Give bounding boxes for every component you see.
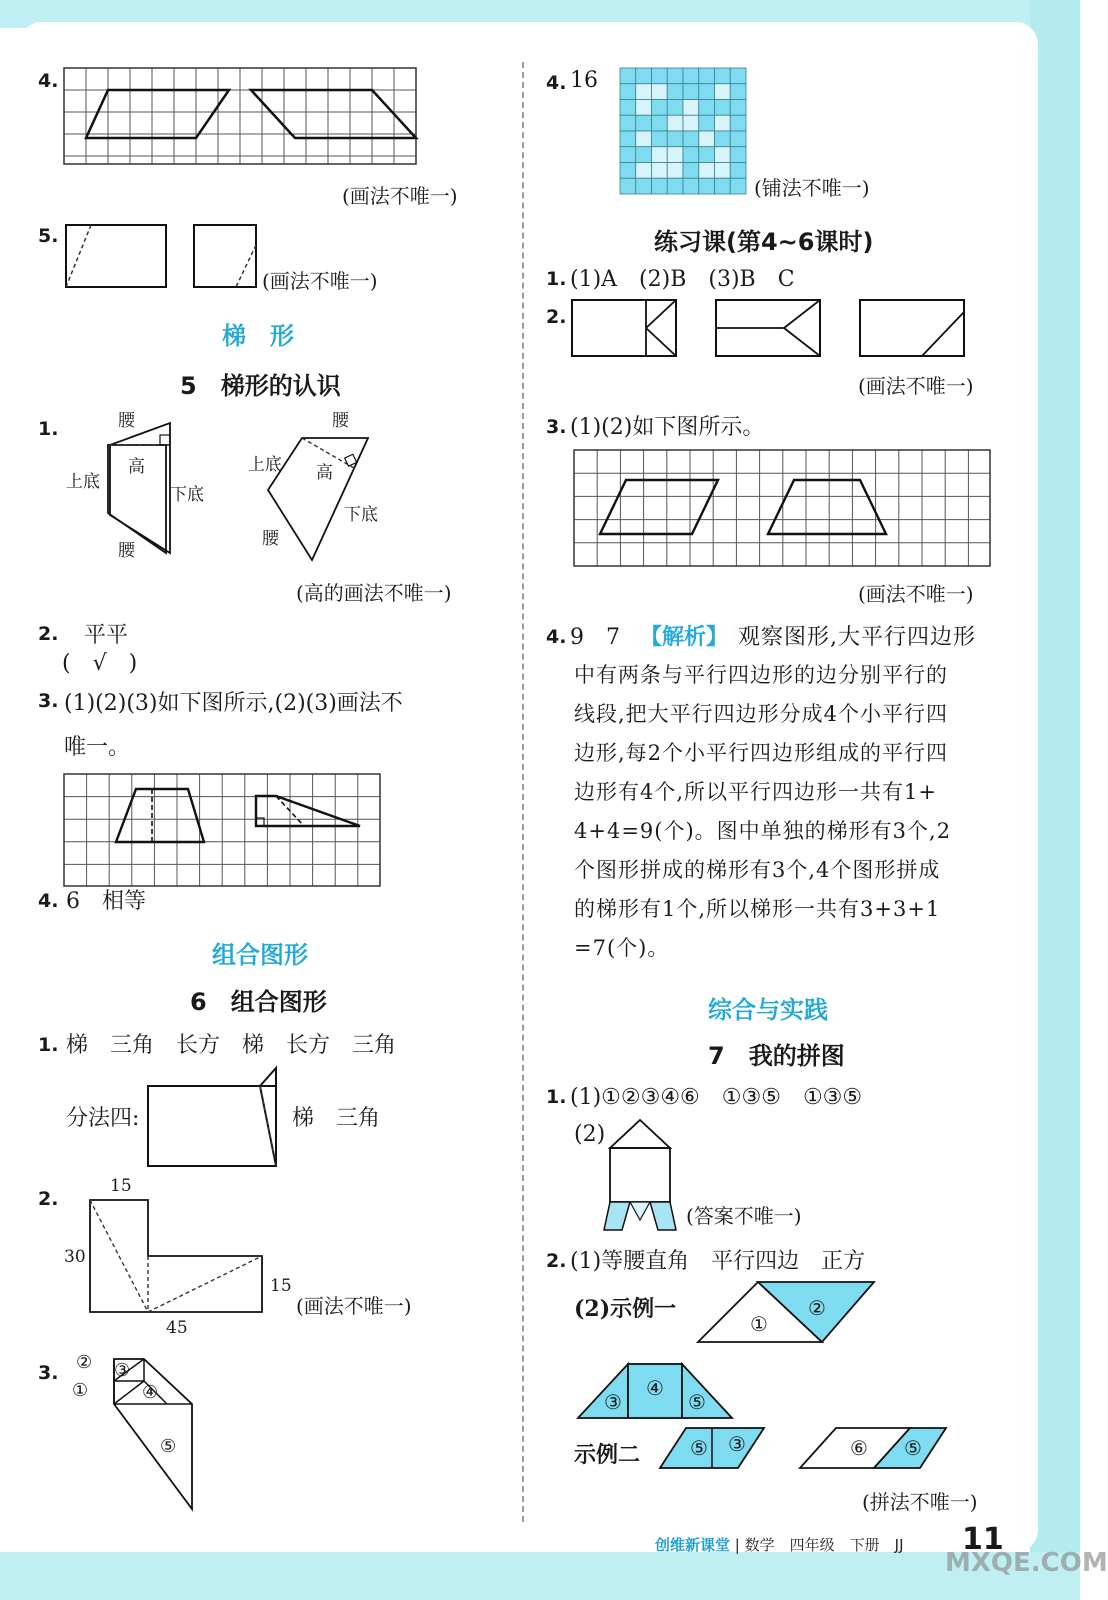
tile bbox=[652, 178, 668, 194]
tile bbox=[620, 100, 636, 116]
label-leg: 腰 bbox=[118, 411, 135, 431]
analysis-line: =7(个)。 bbox=[574, 936, 670, 960]
tile bbox=[652, 147, 668, 163]
note: (画法不唯一) bbox=[858, 582, 974, 606]
tile bbox=[699, 163, 715, 179]
question-number: 1. bbox=[38, 1034, 59, 1056]
analysis-line: 中有两条与平行四边形的边分别平行的 bbox=[574, 663, 948, 687]
note: (高的画法不唯一) bbox=[296, 581, 452, 605]
answer: 16 bbox=[570, 68, 598, 93]
tile bbox=[715, 100, 731, 116]
grid-parallelogram-trapezoid bbox=[574, 450, 994, 568]
dimension: 45 bbox=[166, 1318, 188, 1338]
tile bbox=[730, 100, 746, 116]
label-bottom-base: 下底 bbox=[170, 485, 204, 505]
tile bbox=[636, 68, 652, 84]
label-height: 高 bbox=[128, 457, 145, 477]
answer: 9 7 bbox=[570, 625, 620, 650]
grid-parallelograms bbox=[64, 68, 424, 164]
tile bbox=[667, 115, 683, 131]
tile bbox=[636, 100, 652, 116]
tile bbox=[730, 84, 746, 100]
note: (画法不唯一) bbox=[262, 269, 378, 293]
tile bbox=[730, 147, 746, 163]
tile bbox=[636, 147, 652, 163]
tile bbox=[730, 68, 746, 84]
lesson-title: 5 梯形的认识 bbox=[180, 372, 341, 400]
example1-top bbox=[698, 1282, 878, 1344]
label-leg: 腰 bbox=[262, 529, 279, 549]
note: (画法不唯一) bbox=[342, 184, 458, 208]
tile bbox=[683, 115, 699, 131]
question-number: 1. bbox=[38, 418, 59, 440]
footer bbox=[655, 1534, 904, 1555]
answer: 梯 三角 bbox=[292, 1106, 381, 1131]
piece-label: ③ bbox=[604, 1390, 622, 1414]
tile bbox=[715, 68, 731, 84]
question-number: 4. bbox=[546, 626, 567, 648]
divided-rectangles bbox=[572, 300, 972, 360]
tile bbox=[667, 100, 683, 116]
piece-label: ③ bbox=[728, 1432, 746, 1456]
analysis-line: 的梯形有1个,所以梯形一共有3+3+1 bbox=[574, 897, 941, 921]
tile bbox=[620, 131, 636, 147]
tangram-figure bbox=[92, 1344, 202, 1509]
column-divider bbox=[522, 62, 524, 1522]
note: (答案不唯一) bbox=[686, 1204, 802, 1228]
question-number: 1. bbox=[546, 268, 567, 290]
tile bbox=[699, 115, 715, 131]
method-label: 分法四: bbox=[66, 1106, 140, 1131]
tile bbox=[683, 131, 699, 147]
analysis-line: 个图形拼成的梯形有3个,4个图形拼成 bbox=[574, 858, 941, 882]
question-number: 2. bbox=[546, 1250, 567, 1272]
tile bbox=[683, 147, 699, 163]
section-title: 组合图形 bbox=[212, 941, 308, 969]
bottom-border bbox=[0, 1552, 1080, 1600]
tile bbox=[620, 178, 636, 194]
piece-label: ② bbox=[808, 1296, 826, 1320]
tile bbox=[683, 100, 699, 116]
tile bbox=[667, 84, 683, 100]
question-number: 1. bbox=[546, 1086, 567, 1108]
tile bbox=[620, 163, 636, 179]
tile bbox=[652, 68, 668, 84]
grid-trapezoids bbox=[64, 774, 384, 886]
tile bbox=[715, 147, 731, 163]
question-number: 2. bbox=[38, 623, 59, 645]
piece-label: ⑤ bbox=[688, 1390, 706, 1414]
analysis-text: 观察图形,大平行四边形 bbox=[738, 625, 976, 650]
tile bbox=[715, 163, 731, 179]
note: (画法不唯一) bbox=[296, 1294, 412, 1318]
analysis-line: 线段,把大平行四边形分成4个小平行四 bbox=[574, 702, 949, 726]
dimension: 30 bbox=[64, 1247, 86, 1267]
brand-name: 创维新课堂 bbox=[655, 1536, 731, 1554]
trapezoid-b-shape bbox=[260, 420, 390, 560]
sub-question: (2) bbox=[574, 1122, 606, 1147]
lesson-title: 练习课(第4~6课时) bbox=[654, 228, 874, 256]
note: (画法不唯一) bbox=[858, 374, 974, 398]
note: (拼法不唯一) bbox=[862, 1490, 978, 1514]
tile bbox=[683, 68, 699, 84]
example2-right bbox=[800, 1428, 960, 1470]
tile bbox=[636, 178, 652, 194]
piece-label: ④ bbox=[142, 1382, 159, 1403]
watermark: MXQE.COM bbox=[945, 1548, 1108, 1578]
answer-text: (1)(2)如下图所示。 bbox=[570, 415, 765, 440]
piece-label: ⑥ bbox=[850, 1436, 868, 1460]
tile bbox=[652, 163, 668, 179]
piece-label: ① bbox=[72, 1380, 89, 1401]
label-bottom-base: 下底 bbox=[344, 505, 378, 525]
tile bbox=[715, 84, 731, 100]
piece-label: ⑤ bbox=[690, 1436, 708, 1460]
footer-separator: | bbox=[734, 1536, 740, 1554]
question-number: 3. bbox=[38, 1362, 59, 1384]
tile bbox=[699, 84, 715, 100]
answer: 6 相等 bbox=[66, 889, 146, 914]
label-leg: 腰 bbox=[332, 411, 349, 431]
question-number: 3. bbox=[38, 690, 59, 712]
answer: (1)①②③④⑥ ①③⑤ ①③⑤ bbox=[570, 1085, 863, 1110]
tile bbox=[730, 131, 746, 147]
piece-label: ⑤ bbox=[904, 1436, 922, 1460]
dimension: 15 bbox=[270, 1276, 292, 1296]
answer-text: 唯一。 bbox=[64, 735, 131, 760]
lesson-title: 7 我的拼图 bbox=[708, 1042, 845, 1070]
tile bbox=[652, 131, 668, 147]
question-number: 4. bbox=[546, 72, 567, 94]
tile bbox=[730, 163, 746, 179]
analysis-line: 边形有4个,所以平行四边形一共有1+ bbox=[574, 780, 937, 804]
answer: 平平 bbox=[84, 623, 129, 648]
piece-label: ④ bbox=[646, 1376, 664, 1400]
cut-shapes bbox=[66, 225, 276, 295]
combined-figure-2 bbox=[90, 1200, 270, 1315]
label-top-base: 上底 bbox=[66, 472, 100, 492]
tile bbox=[667, 147, 683, 163]
tile bbox=[730, 178, 746, 194]
tile bbox=[730, 115, 746, 131]
rocket-figure bbox=[610, 1120, 682, 1232]
section-title: 综合与实践 bbox=[708, 996, 828, 1024]
piece-label: ② bbox=[76, 1352, 93, 1373]
tile bbox=[699, 100, 715, 116]
question-number: 4. bbox=[38, 70, 59, 92]
label-top-base: 上底 bbox=[248, 455, 282, 475]
tile bbox=[683, 178, 699, 194]
tile bbox=[620, 68, 636, 84]
question-number: 3. bbox=[546, 416, 567, 438]
tile bbox=[636, 115, 652, 131]
analysis-line: 4+4=9(个)。图中单独的梯形有3个,2 bbox=[574, 819, 952, 843]
tile bbox=[620, 147, 636, 163]
answer: (1)等腰直角 平行四边 正方 bbox=[570, 1249, 866, 1274]
answer-check: ( √ ) bbox=[62, 651, 138, 676]
tile bbox=[715, 178, 731, 194]
tile bbox=[620, 115, 636, 131]
piece-label: ① bbox=[750, 1312, 768, 1336]
page-number: 11 bbox=[962, 1522, 1004, 1557]
tile bbox=[667, 68, 683, 84]
analysis-paragraph bbox=[574, 656, 1014, 968]
label-height: 高 bbox=[316, 463, 333, 483]
piece-label: ⑤ bbox=[160, 1436, 177, 1457]
analysis-line: 边形,每2个小平行四边形组成的平行四 bbox=[574, 741, 949, 765]
tile bbox=[699, 147, 715, 163]
dimension: 15 bbox=[110, 1176, 132, 1196]
tile bbox=[636, 163, 652, 179]
tile bbox=[683, 84, 699, 100]
combined-figure-1 bbox=[148, 1064, 288, 1176]
example-label: 示例二 bbox=[574, 1442, 641, 1468]
tile bbox=[667, 178, 683, 194]
answer: 梯 三角 长方 梯 长方 三角 bbox=[66, 1033, 397, 1058]
example-label: (2)示例一 bbox=[574, 1296, 677, 1322]
answer-text: (1)(2)(3)如下图所示,(2)(3)画法不 bbox=[64, 691, 403, 716]
tiling-grid bbox=[620, 68, 746, 194]
question-number: 2. bbox=[38, 1188, 59, 1210]
tile bbox=[699, 68, 715, 84]
tile bbox=[715, 115, 731, 131]
tile bbox=[667, 163, 683, 179]
tile bbox=[636, 131, 652, 147]
tile bbox=[699, 178, 715, 194]
question-number: 4. bbox=[38, 890, 59, 912]
footer-info: 数学 四年级 下册 JJ bbox=[744, 1536, 904, 1554]
note: (铺法不唯一) bbox=[754, 176, 870, 200]
example2-left bbox=[660, 1428, 770, 1470]
tile bbox=[715, 131, 731, 147]
tile bbox=[636, 84, 652, 100]
tile bbox=[652, 100, 668, 116]
label-leg: 腰 bbox=[118, 541, 135, 561]
tile bbox=[620, 84, 636, 100]
question-number: 5. bbox=[38, 225, 59, 247]
lesson-title: 6 组合图形 bbox=[190, 988, 327, 1016]
answer: (1)A (2)B (3)B C bbox=[570, 267, 795, 292]
tile bbox=[667, 131, 683, 147]
section-title: 梯 形 bbox=[222, 322, 294, 350]
analysis-tag: 【解析】 bbox=[640, 624, 729, 650]
question-number: 2. bbox=[546, 306, 567, 328]
tile bbox=[652, 84, 668, 100]
tile bbox=[699, 131, 715, 147]
tile bbox=[652, 115, 668, 131]
tile bbox=[683, 163, 699, 179]
piece-label: ③ bbox=[114, 1360, 131, 1381]
